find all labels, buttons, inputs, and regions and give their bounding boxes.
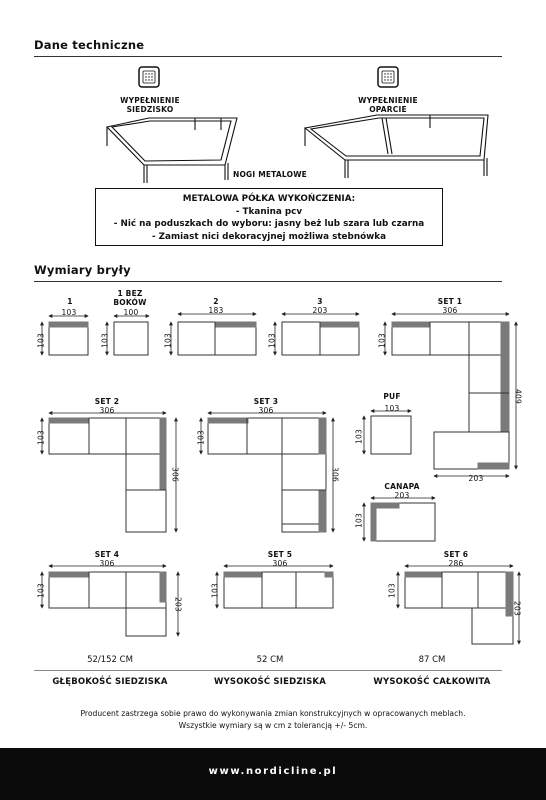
dim-width-set1: 306 (442, 306, 458, 315)
dim-width-1: 103 (61, 308, 77, 317)
footer-bar (0, 748, 546, 800)
module-1b (114, 322, 148, 355)
module-title-puf: PUF (383, 392, 401, 401)
stat-total-height-value: 87 CM (418, 655, 446, 665)
section-title-technical: Dane techniczne (34, 38, 145, 52)
back-fill-label: WYPEŁNIENIE OPARCIE (358, 96, 418, 114)
backrest-bar (160, 418, 166, 490)
module-title-3: 3 (317, 297, 323, 306)
module-title-set2: SET 2 (94, 397, 120, 406)
dim-depth-set4: 103 (36, 583, 46, 598)
backrest-bar (319, 490, 326, 532)
dim-depth-set3: 103 (196, 430, 206, 445)
backrest-bar (405, 572, 442, 577)
stat-seat-height-value: 52 CM (256, 655, 284, 665)
module-title-set1: SET 1 (437, 297, 463, 306)
dim-length-set6: 203 (512, 601, 522, 616)
backrest-bar (325, 572, 333, 577)
dim-depth-1: 103 (36, 333, 46, 348)
dim-depth-3: 103 (267, 333, 277, 348)
dim-width-set3: 306 (258, 406, 274, 415)
section-title-dimensions: Wymiary bryły (34, 263, 131, 277)
backrest-bar (224, 572, 262, 577)
dim-depth-set1: 103 (377, 333, 387, 348)
module-puf (371, 416, 411, 454)
dim-depth-set2: 103 (36, 430, 46, 445)
dim-width-puf: 103 (384, 404, 400, 413)
backrest-bar (320, 322, 359, 327)
module-title-set6: SET 6 (443, 550, 469, 559)
legs-label: NOGI METALOWE (232, 170, 308, 179)
seat-fill-label: WYPEŁNIENIE SIEDZISKO (120, 96, 180, 114)
note-line-1: Producent zastrzega sobie prawo do wykonywania zmian konstrukcyjnych w opracowanych meblach. (80, 709, 466, 718)
dim-depth-set5: 103 (210, 583, 220, 598)
backrest-bar (319, 418, 326, 454)
dim-width-set5: 306 (272, 559, 288, 568)
backrest-bar (49, 418, 89, 423)
module-title-1b: 1 BEZ BOKÓW (113, 289, 147, 307)
dim-length-set3: 306 (330, 467, 340, 482)
module-title-set3: SET 3 (253, 397, 279, 406)
dim-depth-canapa: 103 (354, 513, 364, 528)
dim-chaise-set1: 203 (468, 474, 484, 483)
stat-seat-depth-value: 52/152 CM (87, 655, 133, 665)
dim-width-canapa: 203 (394, 491, 410, 500)
backrest-bar (501, 322, 509, 432)
backrest-bar (208, 418, 248, 423)
stat-seat-depth-label: GŁĘBOKOŚĆ SIEDZISKA (52, 677, 168, 687)
stats-rule (34, 670, 502, 671)
backrest-bar (371, 503, 399, 508)
module-title-1: 1 (67, 297, 73, 306)
footer-url[interactable]: www.nordicline.pl (208, 766, 338, 777)
finish-line-2: - Nić na poduszkach do wyboru: jasny beż lub szara lub czarna (113, 219, 425, 229)
finish-line-title: METALOWA PÓŁKA WYKOŃCZENIA: (182, 194, 356, 204)
dim-depth-puf: 103 (354, 429, 364, 444)
dim-depth-1b: 103 (100, 333, 110, 348)
backrest-bar (160, 572, 166, 602)
dim-depth-2: 103 (163, 333, 173, 348)
backrest-bar (49, 322, 88, 327)
module-canapa (371, 503, 435, 541)
dim-length-set4: 203 (173, 597, 183, 612)
backrest-bar (478, 463, 509, 469)
stat-seat-height-label: WYSOKOŚĆ SIEDZISKA (214, 677, 326, 687)
dim-width-3: 203 (312, 306, 328, 315)
dim-width-set4: 306 (99, 559, 115, 568)
note-line-2: Wszystkie wymiary są w cm z tolerancją +/- 5cm. (178, 721, 368, 730)
dim-length-set1: 409 (513, 389, 523, 404)
dim-width-set6: 286 (448, 559, 464, 568)
finish-line-3: - Zamiast nici dekoracyjnej możliwa stebnówka (151, 231, 387, 242)
backrest-bar (49, 572, 89, 577)
stat-total-height-label: WYSOKOŚĆ CAŁKOWITA (373, 677, 491, 687)
backrest-bar (392, 322, 430, 327)
backrest-bar (371, 503, 376, 541)
dim-width-2: 183 (208, 306, 224, 315)
dim-width-1b: 100 (123, 308, 139, 317)
dim-width-set2: 306 (99, 406, 115, 415)
module-title-2: 2 (213, 297, 219, 306)
dim-depth-set6: 103 (387, 583, 397, 598)
backrest-bar (215, 322, 256, 327)
module-title-set4: SET 4 (94, 550, 120, 559)
dim-length-set2: 306 (170, 467, 180, 482)
module-set4-side (126, 608, 166, 636)
module-title-canapa: CANAPA (384, 482, 420, 491)
finish-line-1: - Tkanina pcv (235, 206, 303, 217)
module-title-set5: SET 5 (267, 550, 293, 559)
